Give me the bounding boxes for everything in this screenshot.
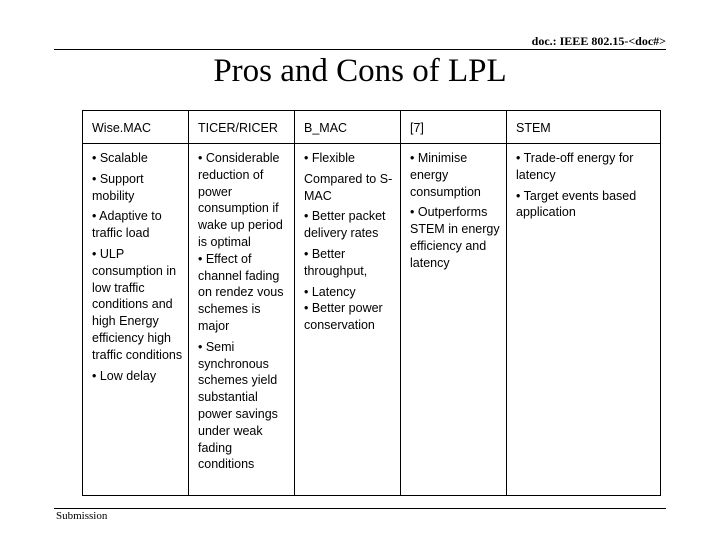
list-item: • Considerable reduction of power consumption if wake up period is optimal — [198, 151, 283, 249]
comparison-table — [82, 110, 661, 496]
document-id: doc.: IEEE 802.15-<doc#> — [531, 34, 666, 48]
table-header-row — [83, 111, 661, 144]
list-item: • Scalable — [92, 151, 148, 165]
column-header: STEM — [507, 111, 661, 144]
list-item: • ULP consumption in low traffic conditions and high Energy efficiency high traffic conditions — [92, 246, 183, 362]
table-row — [83, 144, 661, 496]
list-item: • Latency — [304, 284, 356, 299]
footer-label: Submission — [56, 510, 108, 522]
list-item: • Better packet delivery rates — [304, 209, 386, 241]
list-item: • Trade-off energy for latency — [516, 151, 634, 182]
footer-rule — [54, 508, 666, 509]
wisemac-cell — [83, 144, 189, 496]
column-header: Wise.MAC — [83, 111, 189, 144]
bmac-cell — [295, 144, 401, 496]
list-item: • Effect of channel fading on rendez vous schemes is major — [198, 251, 284, 333]
list-item: • Better power conservation — [304, 301, 383, 333]
list-item: • Support mobility — [92, 171, 144, 203]
ref7-cell — [401, 144, 507, 496]
slide-title: Pros and Cons of LPL — [213, 53, 507, 89]
list-item: • Semi synchronous schemes yield substantial power savings under weak fading conditions — [198, 339, 278, 472]
list-item: • Outperforms STEM in energy efficiency and latency — [410, 205, 500, 270]
column-header: B_MAC — [295, 111, 401, 144]
list-item: • Target events based application — [516, 188, 637, 220]
header-rule — [54, 49, 666, 50]
column-header: [7] — [401, 111, 507, 144]
list-item: • Adaptive to traffic load — [92, 209, 162, 241]
stem-cell — [507, 144, 661, 496]
list-item: Compared to S-MAC — [304, 171, 393, 203]
ticer-ricer-cell — [189, 144, 295, 496]
list-item: • Low delay — [92, 368, 157, 383]
column-header: TICER/RICER — [189, 111, 295, 144]
list-item: • Better throughput, — [304, 246, 368, 278]
list-item: • Minimise energy consumption — [410, 151, 481, 199]
list-item: • Flexible — [304, 151, 355, 165]
